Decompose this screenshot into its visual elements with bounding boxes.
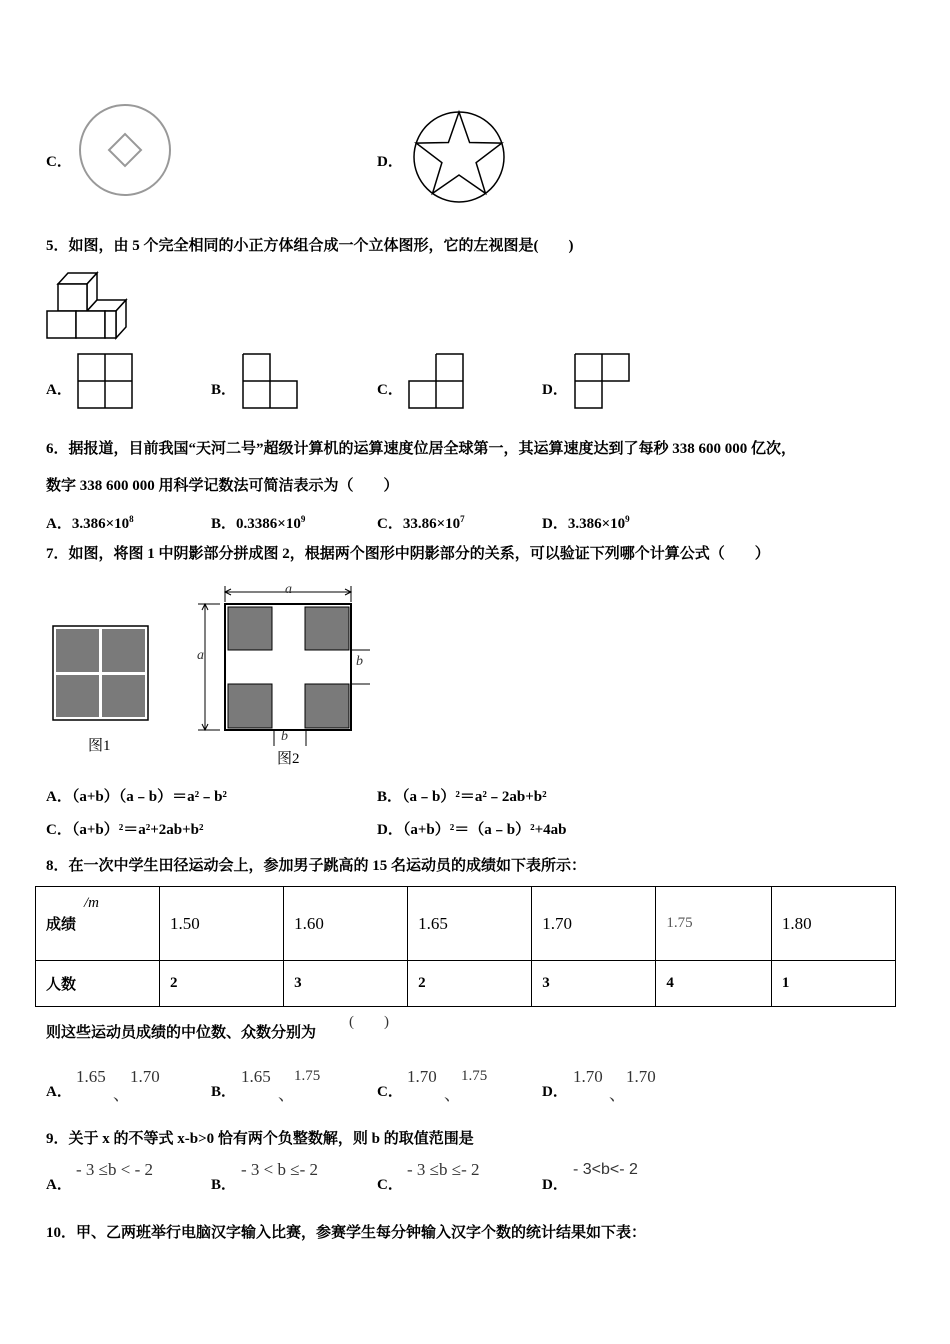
q4-option-d-label: D． xyxy=(377,154,403,170)
figure-1-caption: 图1 xyxy=(88,738,111,754)
q6-stem-line1: 6．据报道，目前我国“天河二号”超级计算机的运算速度位居全球第一，其运算速度达到了每秒 338 600 000 亿次， xyxy=(46,441,797,457)
circle-diamond-figure xyxy=(76,100,176,200)
figure-2-label-b-bottom: b xyxy=(281,729,288,744)
q5-option-c-label: C． xyxy=(377,382,403,398)
figure-1 xyxy=(50,622,152,724)
q8-results-table xyxy=(35,886,896,1007)
q8-option-a-sep: 、 xyxy=(113,1085,130,1104)
q8-option-b-sep: 、 xyxy=(278,1085,295,1104)
q8-option-c-label: C． xyxy=(377,1084,403,1100)
q4-option-c-label: C． xyxy=(46,154,72,170)
q8-option-b-v2: 1.75 xyxy=(294,1068,321,1084)
q8-option-b-v1: 1.65 xyxy=(241,1067,271,1086)
q7-option-c: C．（a+b）²＝a²+2ab+b² xyxy=(46,822,204,838)
figure-2-caption: 图2 xyxy=(277,751,300,767)
q8-option-a-label: A． xyxy=(46,1084,72,1100)
table-cell: 1.50 xyxy=(160,887,284,961)
q5-option-b-label: B． xyxy=(211,382,237,398)
q5-option-b-figure xyxy=(241,352,301,412)
table-cell: 3 xyxy=(284,961,408,1007)
q8-stem: 8．在一次中学生田径运动会上，参加男子跳高的 15 名运动员的成绩如下表所示： xyxy=(46,858,587,874)
q5-stem: 5．如图，由 5 个完全相同的小正方体组合成一个立体图形，它的左视图是( ) xyxy=(46,238,574,254)
figure-2-label-a-left: a xyxy=(197,648,204,663)
table-cell: 4 xyxy=(656,961,772,1007)
table-cell: 3 xyxy=(532,961,656,1007)
q5-option-c-figure xyxy=(407,352,467,412)
q8-question: 则这些运动员成绩的中位数、众数分别为 xyxy=(46,1025,317,1041)
table-cell: 2 xyxy=(160,961,284,1007)
q5-option-a-figure xyxy=(76,352,136,412)
q8-option-a-v2: 1.70 xyxy=(130,1067,160,1086)
q7-option-a: A．（a+b）（a﹣b）＝a²﹣b² xyxy=(46,789,227,805)
q8-option-c-v2: 1.75 xyxy=(461,1068,488,1084)
table-cell: 1 xyxy=(771,961,895,1007)
q9-stem: 9．关于 x 的不等式 x-b>0 恰有两个负整数解，则 b 的取值范围是 xyxy=(46,1131,474,1147)
q9-option-c-label: C． xyxy=(377,1177,403,1193)
q6-option-a: A．$3.386\times 10^8$ xyxy=(46,514,134,532)
table-cell: 1.60 xyxy=(284,887,408,961)
q5-option-d-label: D． xyxy=(542,382,568,398)
q9-option-b-text: - 3 < b ≤- 2 xyxy=(241,1160,318,1179)
q9-option-d-label: D． xyxy=(542,1177,568,1193)
circle-star-figure xyxy=(410,108,510,208)
q8-option-d-v2: 1.70 xyxy=(626,1067,656,1086)
q8-option-a-v1: 1.65 xyxy=(76,1067,106,1086)
q9-option-b-label: B． xyxy=(211,1177,237,1193)
q6-option-b: B．$0.3386\times 10^9$ xyxy=(211,514,306,532)
q5-option-a-label: A． xyxy=(46,382,72,398)
table-header-cell: 成绩 /m xyxy=(36,887,160,961)
q8-option-d-v1: 1.70 xyxy=(573,1067,603,1086)
table-row-heights xyxy=(36,887,896,961)
q9-option-a-label: A． xyxy=(46,1177,72,1193)
table-row-counts xyxy=(36,961,896,1007)
cubes-figure xyxy=(44,270,134,345)
q9-option-a-text: - 3 ≤b < - 2 xyxy=(76,1160,153,1179)
table-cell: 1.80 xyxy=(771,887,895,961)
table-header-cell: 人数 xyxy=(36,961,160,1007)
q9-option-c-text: - 3 ≤b ≤- 2 xyxy=(407,1160,480,1179)
q7-stem: 7．如图，将图 1 中阴影部分拼成图 2，根据两个图形中阴影部分的关系，可以验证下列哪个计算公式（ ） xyxy=(46,546,770,562)
q6-option-c: C．$33.86\times 10^7$ xyxy=(377,514,465,532)
figure-2 xyxy=(190,580,380,750)
q9-option-d-text: - 3<b<- 2 xyxy=(573,1161,638,1178)
q8-option-c-v1: 1.70 xyxy=(407,1067,437,1086)
q8-answer-paren: ( ) xyxy=(349,1014,389,1030)
figure-2-label-a-top: a xyxy=(285,582,292,597)
q7-option-d: D．（a+b）²＝（a﹣b）²+4ab xyxy=(377,822,567,838)
q8-option-d-sep: 、 xyxy=(609,1085,626,1104)
q10-stem: 10．甲、乙两班举行电脑汉字输入比赛，参赛学生每分钟输入汉字个数的统计结果如下表： xyxy=(46,1225,647,1241)
table-cell: 2 xyxy=(408,961,532,1007)
q8-option-d-label: D． xyxy=(542,1084,568,1100)
figure-2-label-b-right: b xyxy=(356,654,363,669)
table-cell: 1.75 xyxy=(656,887,772,961)
q5-option-d-figure xyxy=(573,352,633,412)
table-cell: 1.70 xyxy=(532,887,656,961)
q8-option-c-sep: 、 xyxy=(444,1085,461,1104)
q6-stem-line2: 数字 338 600 000 用科学记数法可简洁表示为（ ） xyxy=(46,478,399,494)
table-cell: 1.65 xyxy=(408,887,532,961)
q7-option-b: B．（a﹣b）²＝a²﹣2ab+b² xyxy=(377,789,547,805)
q6-option-d: D．$3.386\times 10^9$ xyxy=(542,514,630,532)
q8-option-b-label: B． xyxy=(211,1084,237,1100)
